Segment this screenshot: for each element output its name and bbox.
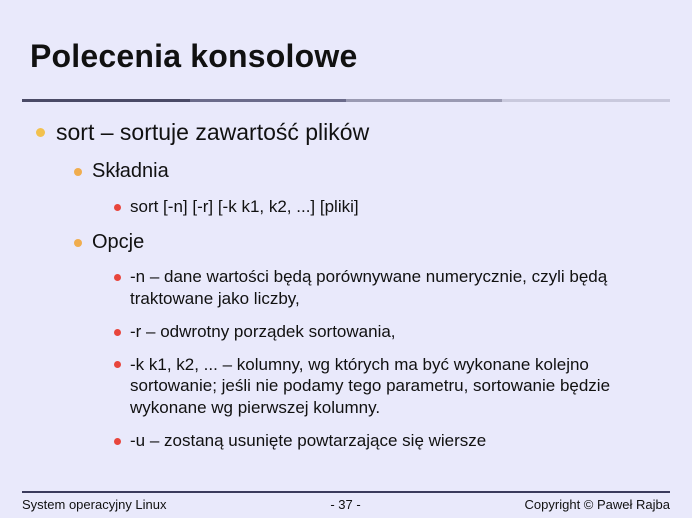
bullet-level3-text: -r – odwrotny porządek sortowania, — [130, 321, 396, 341]
footer-copyright: Copyright © Paweł Rajba — [524, 497, 670, 512]
bullet-dot-icon — [74, 239, 82, 247]
footer-row — [22, 497, 670, 512]
bullet-dot-icon — [114, 361, 121, 368]
bullet-dot-icon — [114, 438, 121, 445]
bullet-level3-text: sort [-n] [-r] [-k k1, k2, ...] [pliki] — [130, 197, 359, 217]
slide-footer — [22, 491, 670, 512]
bullet-level3-item — [114, 430, 672, 452]
bullet-dot-icon — [114, 274, 121, 281]
bullet-dot-icon — [74, 168, 82, 176]
bullet-level3-item — [114, 354, 672, 419]
slide-content — [22, 110, 672, 452]
bullet-level1-text: sort – sortuje zawartość plików — [56, 119, 370, 145]
bullet-dot-icon — [114, 204, 121, 211]
title-divider — [22, 99, 670, 102]
divider-segment-4 — [502, 99, 670, 102]
bullet-level3-item — [114, 321, 672, 343]
bullet-level3-text: -u – zostaną usunięte powtarzające się wiersze — [130, 430, 487, 450]
footer-left-text: System operacyjny Linux — [22, 497, 167, 512]
bullet-level3-item — [114, 266, 672, 310]
bullet-level3-text: -n – dane wartości będą porównywane numerycznie, czyli będą traktowane jako liczby, — [130, 267, 608, 309]
bullet-level3-item — [114, 196, 672, 218]
divider-segment-2 — [190, 99, 346, 102]
bullet-level2-label: Opcje — [92, 230, 145, 253]
divider-segment-3 — [346, 99, 502, 102]
bullet-dot-icon — [114, 329, 121, 336]
bullet-level1 — [36, 118, 672, 147]
bullet-level2-skladnia — [74, 159, 672, 185]
page-title: Polecenia konsolowe — [30, 38, 358, 74]
divider-segment-1 — [22, 99, 190, 102]
footer-page-number: - 37 - — [330, 497, 361, 512]
bullet-level3-text: -k k1, k2, ... – kolumny, wg których ma być wykonane kolejno sortowanie; jeśli nie podamy tego parametru, sortowanie będzie wykonane wg pierwszej kolumny. — [130, 354, 611, 418]
bullet-dot-icon — [36, 128, 45, 137]
footer-divider — [22, 491, 670, 493]
bullet-level2-opcje — [74, 230, 672, 256]
bullet-level2-label: Składnia — [92, 160, 169, 183]
